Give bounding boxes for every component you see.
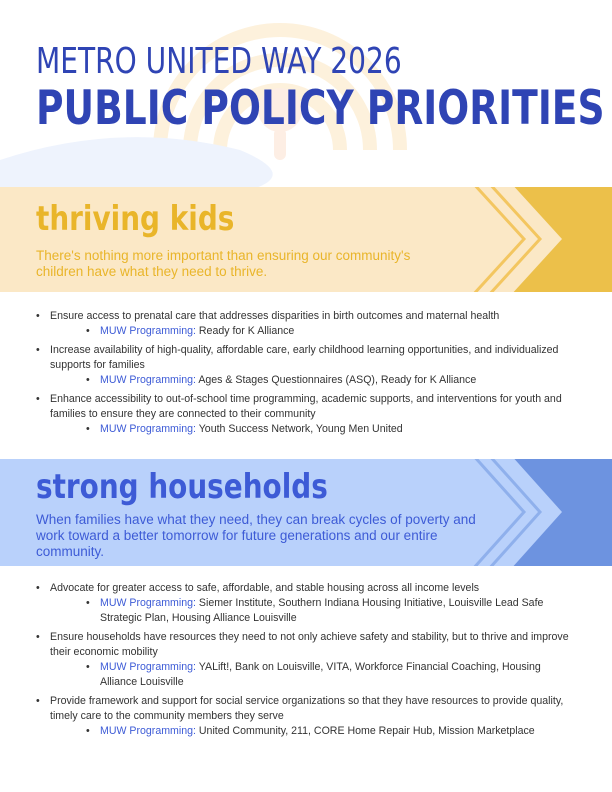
programming-line <box>50 596 576 626</box>
programming-label: MUW Programming: <box>100 597 196 609</box>
bullet-icon: • <box>36 582 40 594</box>
bullet-icon: • <box>86 597 90 609</box>
programming-value: Ready for K Alliance <box>198 325 295 337</box>
list-item <box>36 309 576 339</box>
bullet-icon: • <box>36 695 40 707</box>
programming-label: MUW Programming: <box>100 423 196 435</box>
list-item <box>36 630 576 690</box>
bullet-icon: • <box>36 393 40 405</box>
programming-line <box>50 324 576 339</box>
page-header <box>36 40 612 134</box>
priority-text: Provide framework and support for social service organizations so that they have resources to provide quality, timely care to the community members they serve <box>50 695 564 722</box>
title-line-1: METRO UNITED WAY 2026 <box>36 41 402 82</box>
priority-text: Increase availability of high-quality, affordable care, early childhood learning opportunities, and individualized supports for families <box>50 344 559 371</box>
bullet-icon: • <box>86 423 90 435</box>
programming-label: MUW Programming: <box>100 374 196 386</box>
priority-text: Enhance accessibility to out-of-school time programming, academic supports, and interventions for youth and families to ensure they are connected to their community <box>50 393 562 420</box>
list-item <box>36 392 576 437</box>
strong-households-banner <box>0 459 612 566</box>
priority-text: Advocate for greater access to safe, affordable, and stable housing across all income levels <box>50 582 480 594</box>
programming-label: MUW Programming: <box>100 325 196 337</box>
section-subtitle-thriving-kids: There's nothing more important than ensuring our community's children have what they need to thrive. <box>36 248 411 279</box>
programming-value: Youth Success Network, Young Men United <box>198 423 403 435</box>
programming-line <box>50 660 576 690</box>
title-line-2: PUBLIC POLICY PRIORITIES <box>36 81 605 136</box>
section-title-strong-households: strong households <box>36 467 328 507</box>
bullet-icon: • <box>36 344 40 356</box>
list-item <box>36 694 576 739</box>
programming-value: Siemer Institute, Southern Indiana Housing Initiative, Louisville Lead Safe Strategic Plan, Housing Alliance Louisville <box>100 597 544 624</box>
priority-text: Ensure households have resources they need to not only achieve safety and stability, but to thrive and improve their economic mobility <box>50 631 569 658</box>
thriving-kids-banner <box>0 187 612 292</box>
section-subtitle-strong-households: When families have what they need, they can break cycles of poverty and work toward a better tomorrow for future generations and our entire community. <box>36 512 476 559</box>
programming-line <box>50 422 576 437</box>
programming-label: MUW Programming: <box>100 725 196 737</box>
strong-households-list <box>36 581 576 743</box>
bullet-icon: • <box>36 631 40 643</box>
section-title-thriving-kids: thriving kids <box>36 199 235 239</box>
bullet-icon: • <box>36 310 40 322</box>
list-item <box>36 581 576 626</box>
thriving-kids-list <box>36 309 576 441</box>
chevron-decoration-icon <box>432 187 612 292</box>
bullet-icon: • <box>86 325 90 337</box>
priority-text: Ensure access to prenatal care that addresses disparities in birth outcomes and maternal health <box>50 310 500 322</box>
programming-line <box>50 724 576 739</box>
bullet-icon: • <box>86 661 90 673</box>
bullet-icon: • <box>86 725 90 737</box>
bullet-icon: • <box>86 374 90 386</box>
list-item <box>36 343 576 388</box>
programming-label: MUW Programming: <box>100 661 196 673</box>
programming-value: United Community, 211, CORE Home Repair Hub, Mission Marketplace <box>198 725 535 737</box>
programming-value: YALift!, Bank on Louisville, VITA, Workforce Financial Coaching, Housing Alliance Louisville <box>100 661 541 688</box>
programming-line <box>50 373 576 388</box>
programming-value: Ages & Stages Questionnaires (ASQ), Ready for K Alliance <box>198 374 477 386</box>
